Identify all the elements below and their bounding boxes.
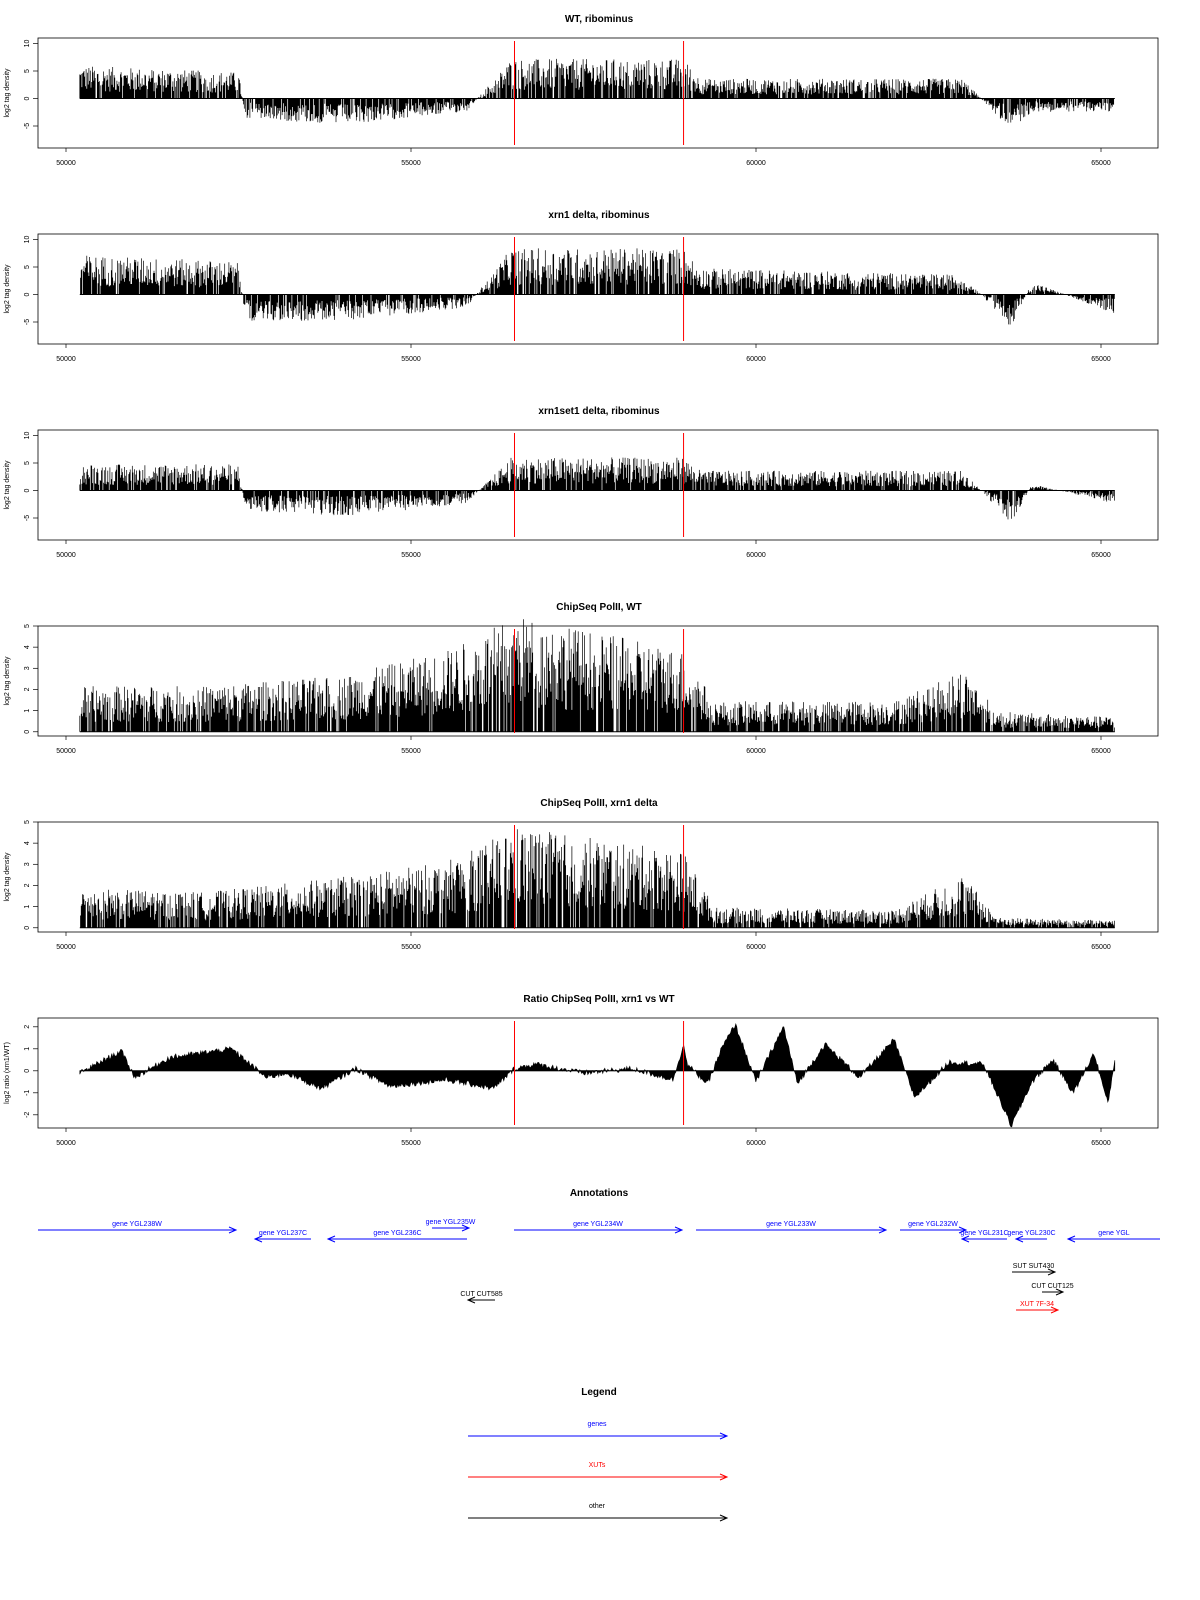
annotation-label: gene YGL236C xyxy=(373,1230,422,1237)
y-tick-label: -5 xyxy=(24,514,31,522)
panel-5 xyxy=(4,798,1158,951)
annotation-feature xyxy=(514,1221,682,1233)
y-tick-label: -2 xyxy=(24,1111,31,1118)
x-tick-label: 55000 xyxy=(401,748,421,755)
y-axis-label: log2 ratio (xrn1/WT) xyxy=(4,1042,11,1104)
x-tick-label: 65000 xyxy=(1091,748,1111,755)
annotation-feature xyxy=(1012,1263,1055,1275)
x-tick-label: 65000 xyxy=(1091,1140,1111,1147)
legend-items xyxy=(468,1421,727,1521)
annotation-items xyxy=(38,1219,1160,1313)
y-tick-label: 5 xyxy=(24,820,31,824)
legend-label: other xyxy=(589,1503,605,1510)
y-tick-label: 0 xyxy=(24,1068,31,1073)
y-axis-label: log2 tag density xyxy=(4,264,11,314)
annotations-title: Annotations xyxy=(569,1188,629,1199)
annotation-label: gene YGL232W xyxy=(908,1221,958,1228)
annotation-label: gene YGL235W xyxy=(425,1219,476,1226)
y-tick-label: 10 xyxy=(24,235,31,244)
x-tick-label: 50000 xyxy=(56,944,76,951)
annotation-feature xyxy=(460,1291,502,1303)
y-tick-label: 1 xyxy=(24,1046,31,1051)
annotation-feature xyxy=(960,1230,1008,1242)
annotation-label: SUT SUT430 xyxy=(1012,1263,1055,1270)
legend-label: genes xyxy=(587,1421,607,1428)
y-tick-label: 5 xyxy=(24,265,31,269)
y-tick-label: 5 xyxy=(24,624,31,628)
y-axis-label: log2 tag density xyxy=(4,852,11,902)
y-tick-label: 5 xyxy=(24,69,31,73)
panel-2 xyxy=(4,210,1158,363)
x-tick-label: 55000 xyxy=(401,356,421,363)
y-tick-label: 10 xyxy=(24,39,31,48)
x-tick-label: 65000 xyxy=(1091,160,1111,167)
y-tick-label: 3 xyxy=(24,666,31,671)
x-tick-label: 50000 xyxy=(56,160,76,167)
panel-title: ChipSeq PolII, WT xyxy=(556,602,642,613)
y-tick-label: -5 xyxy=(24,318,31,326)
annotation-label: gene YGL231C xyxy=(960,1230,1009,1237)
annotation-label: XUT 7F-34 xyxy=(1019,1301,1055,1308)
panel-title: ChipSeq PolII, xrn1 delta xyxy=(540,798,658,809)
x-tick-label: 60000 xyxy=(746,552,766,559)
x-tick-label: 55000 xyxy=(401,1140,421,1147)
data-bars xyxy=(80,59,1114,123)
y-tick-label: 0 xyxy=(24,488,31,493)
y-tick-label: 4 xyxy=(24,645,31,650)
annotation-feature xyxy=(38,1221,236,1233)
y-tick-label: 0 xyxy=(24,96,31,101)
legend-item xyxy=(468,1462,727,1480)
y-tick-label: 2 xyxy=(24,1024,31,1029)
y-tick-label: 2 xyxy=(24,687,31,692)
x-tick-label: 65000 xyxy=(1091,552,1111,559)
x-tick-label: 50000 xyxy=(56,356,76,363)
y-tick-label: 0 xyxy=(24,729,31,734)
x-tick-label: 55000 xyxy=(401,552,421,559)
panel-title: xrn1 delta, ribominus xyxy=(548,210,650,221)
x-tick-label: 65000 xyxy=(1091,944,1111,951)
annotation-label: gene YGL234W xyxy=(573,1221,623,1228)
panel-3 xyxy=(4,406,1158,559)
y-tick-label: 0 xyxy=(24,292,31,297)
annotation-label: gene YGL238W xyxy=(112,1221,162,1228)
annotation-feature xyxy=(1068,1230,1160,1242)
y-tick-label: 2 xyxy=(24,883,31,888)
annotation-label: CUT CUT125 xyxy=(1031,1283,1074,1290)
legend xyxy=(468,1387,727,1521)
x-tick-label: 50000 xyxy=(56,748,76,755)
y-tick-label: -5 xyxy=(24,122,31,130)
data-bars xyxy=(80,458,1115,520)
annotation-label: gene YGL233W xyxy=(766,1221,816,1228)
y-tick-label: 10 xyxy=(24,431,31,440)
y-tick-label: -1 xyxy=(24,1089,31,1096)
x-tick-label: 50000 xyxy=(56,552,76,559)
y-tick-label: 4 xyxy=(24,841,31,846)
panel-1 xyxy=(4,14,1158,167)
legend-label: XUTs xyxy=(588,1462,606,1469)
annotation-feature xyxy=(328,1230,467,1242)
y-tick-label: 1 xyxy=(24,708,31,713)
panel-4 xyxy=(4,602,1158,755)
x-tick-label: 55000 xyxy=(401,944,421,951)
legend-title: Legend xyxy=(581,1387,617,1398)
x-tick-label: 60000 xyxy=(746,356,766,363)
annotation-label: gene YGL xyxy=(1098,1230,1130,1237)
annotation-feature xyxy=(255,1230,311,1242)
panel-title: WT, ribominus xyxy=(564,14,634,25)
chart-panels xyxy=(4,14,1158,1147)
x-tick-label: 55000 xyxy=(401,160,421,167)
ratio-area xyxy=(80,1024,1115,1127)
annotation-feature xyxy=(1016,1301,1058,1313)
y-axis-label: log2 tag density xyxy=(4,68,11,118)
annotation-track xyxy=(38,1188,1160,1313)
panel-title: Ratio ChipSeq PolII, xrn1 vs WT xyxy=(523,994,675,1005)
annotation-feature xyxy=(900,1221,966,1233)
annotation-feature xyxy=(1031,1283,1073,1295)
legend-item xyxy=(468,1503,727,1521)
annotation-label: gene YGL230C xyxy=(1007,1230,1056,1237)
legend-item xyxy=(468,1421,727,1439)
data-bars xyxy=(80,619,1115,732)
annotation-feature xyxy=(426,1219,476,1231)
y-tick-label: 1 xyxy=(24,904,31,909)
y-axis-label: log2 tag density xyxy=(4,460,11,510)
x-tick-label: 60000 xyxy=(746,944,766,951)
annotation-label: gene YGL237C xyxy=(258,1230,308,1237)
x-tick-label: 65000 xyxy=(1091,356,1111,363)
annotation-feature xyxy=(696,1221,886,1233)
annotation-feature xyxy=(1007,1230,1055,1242)
y-axis-label: log2 tag density xyxy=(4,656,11,706)
x-tick-label: 60000 xyxy=(746,748,766,755)
x-tick-label: 60000 xyxy=(746,160,766,167)
data-bars xyxy=(81,829,1115,928)
annotation-label: CUT CUT585 xyxy=(460,1291,503,1298)
data-bars xyxy=(81,248,1115,324)
x-tick-label: 50000 xyxy=(56,1140,76,1147)
y-tick-label: 3 xyxy=(24,862,31,867)
y-tick-label: 0 xyxy=(24,925,31,930)
panel-title: xrn1set1 delta, ribominus xyxy=(538,406,660,417)
panel-6 xyxy=(4,994,1158,1147)
x-tick-label: 60000 xyxy=(746,1140,766,1147)
y-tick-label: 5 xyxy=(24,461,31,465)
